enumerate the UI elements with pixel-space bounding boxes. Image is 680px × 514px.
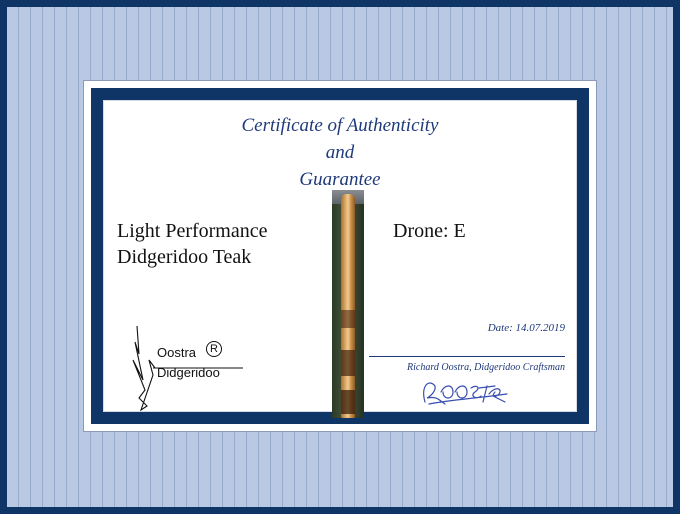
logo-text-didgeridoo: Didgeridoo [157, 365, 220, 380]
certificate-frame [91, 88, 589, 424]
registered-trademark-icon: R [206, 341, 222, 357]
logo-text-oostra: Oostra [157, 345, 197, 360]
certificate-paper [103, 100, 577, 412]
certificate-title-and: and [325, 142, 355, 163]
drone-key: Drone: E [393, 220, 466, 242]
didgeridoo-photo [332, 190, 364, 418]
certificate-date: Date: 14.07.2019 [487, 322, 565, 334]
certificate-title: Certificate of Authenticity [241, 115, 439, 136]
certificate-title-guarantee: Guarantee [299, 169, 381, 190]
instrument-name-line1: Light Performance [117, 220, 268, 242]
craftsman-name: Richard Oostra, Didgeridoo Craftsman [407, 362, 565, 373]
signature-line [369, 356, 565, 357]
instrument-name-line2: Didgeridoo Teak [117, 246, 252, 268]
handwritten-signature [419, 374, 509, 408]
instrument-name [117, 218, 268, 270]
